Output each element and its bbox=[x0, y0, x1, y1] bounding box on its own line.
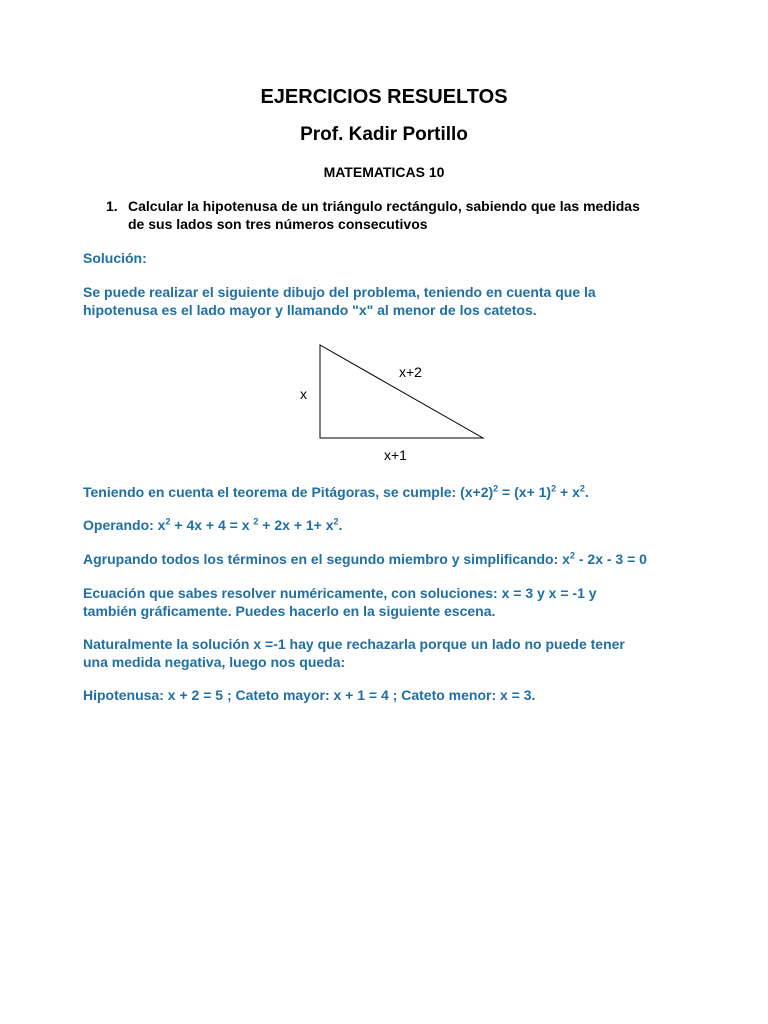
operating-text-a: Operando: x bbox=[83, 517, 166, 533]
label-vertical-side: x bbox=[300, 386, 307, 402]
equation-step bbox=[83, 584, 723, 620]
final-result: Hipotenusa: x + 2 = 5 ; Cateto mayor: x + 1 = 4 ; Cateto menor: x = 3. bbox=[83, 687, 536, 703]
operating-text-d: . bbox=[338, 517, 343, 533]
solution-intro-line-1: Se puede realizar el siguiente dibujo del problema, teniendo en cuenta que la bbox=[83, 284, 596, 300]
pythagoras-text-a: Teniendo en cuenta el teorema de Pitágoras, se cumple: (x+2) bbox=[83, 484, 494, 500]
author-name: Prof. Kadir Portillo bbox=[300, 124, 468, 145]
triangle-shape bbox=[320, 345, 483, 438]
solution-heading: Solución: bbox=[83, 250, 147, 266]
operating-text-c: + 2x + 1+ x bbox=[258, 517, 334, 533]
operating-step bbox=[83, 516, 723, 534]
grouping-step bbox=[83, 550, 723, 568]
pythagoras-text-c: + x bbox=[556, 484, 580, 500]
solution-intro bbox=[83, 283, 723, 319]
rejection-step bbox=[83, 635, 723, 671]
rejection-line-1: Naturalmente la solución x =-1 hay que rechazarla porque un lado no puede tener bbox=[83, 636, 625, 652]
pythagoras-text-d: . bbox=[584, 484, 589, 500]
label-hypotenuse: x+2 bbox=[399, 364, 422, 380]
solution-intro-line-2: hipotenusa es el lado mayor y llamando "x" al menor de los catetos. bbox=[83, 302, 537, 318]
operating-text-b: + 4x + 4 = x bbox=[170, 517, 254, 533]
label-base: x+1 bbox=[384, 447, 407, 463]
operating-exp-2: 2 bbox=[253, 516, 259, 527]
rejection-line-2: una medida negativa, luego nos queda: bbox=[83, 654, 346, 670]
subject-heading: MATEMATICAS 10 bbox=[323, 164, 445, 180]
equation-line-1: Ecuación que sabes resolver numéricamente, con soluciones: x = 3 y x = -1 y bbox=[83, 585, 597, 601]
right-triangle-diagram bbox=[280, 330, 500, 470]
problem-line-1: Calcular la hipotenusa de un triángulo rectángulo, sabiendo que las medidas bbox=[128, 198, 640, 214]
grouping-text-b: - 2x - 3 = 0 bbox=[574, 551, 647, 567]
grouping-text-a: Agrupando todos los términos en el segundo miembro y simplificando: x bbox=[83, 551, 570, 567]
pythagoras-exp-2: 2 bbox=[551, 483, 557, 494]
problem-line-2: de sus lados son tres números consecutivos bbox=[128, 216, 428, 232]
problem-number: 1. bbox=[106, 198, 118, 214]
equation-line-2: también gráficamente. Puedes hacerlo en la siguiente escena. bbox=[83, 603, 496, 619]
grouping-exp-1: 2 bbox=[569, 550, 575, 561]
pythagoras-exp-1: 2 bbox=[493, 483, 499, 494]
problem-text bbox=[128, 197, 718, 233]
pythagoras-text-b: = (x+ 1) bbox=[498, 484, 552, 500]
document-title: EJERCICIOS RESUELTOS bbox=[260, 86, 508, 108]
operating-exp-1: 2 bbox=[165, 516, 171, 527]
pythagoras-step bbox=[83, 483, 723, 501]
operating-exp-3: 2 bbox=[333, 516, 339, 527]
pythagoras-exp-3: 2 bbox=[579, 483, 585, 494]
